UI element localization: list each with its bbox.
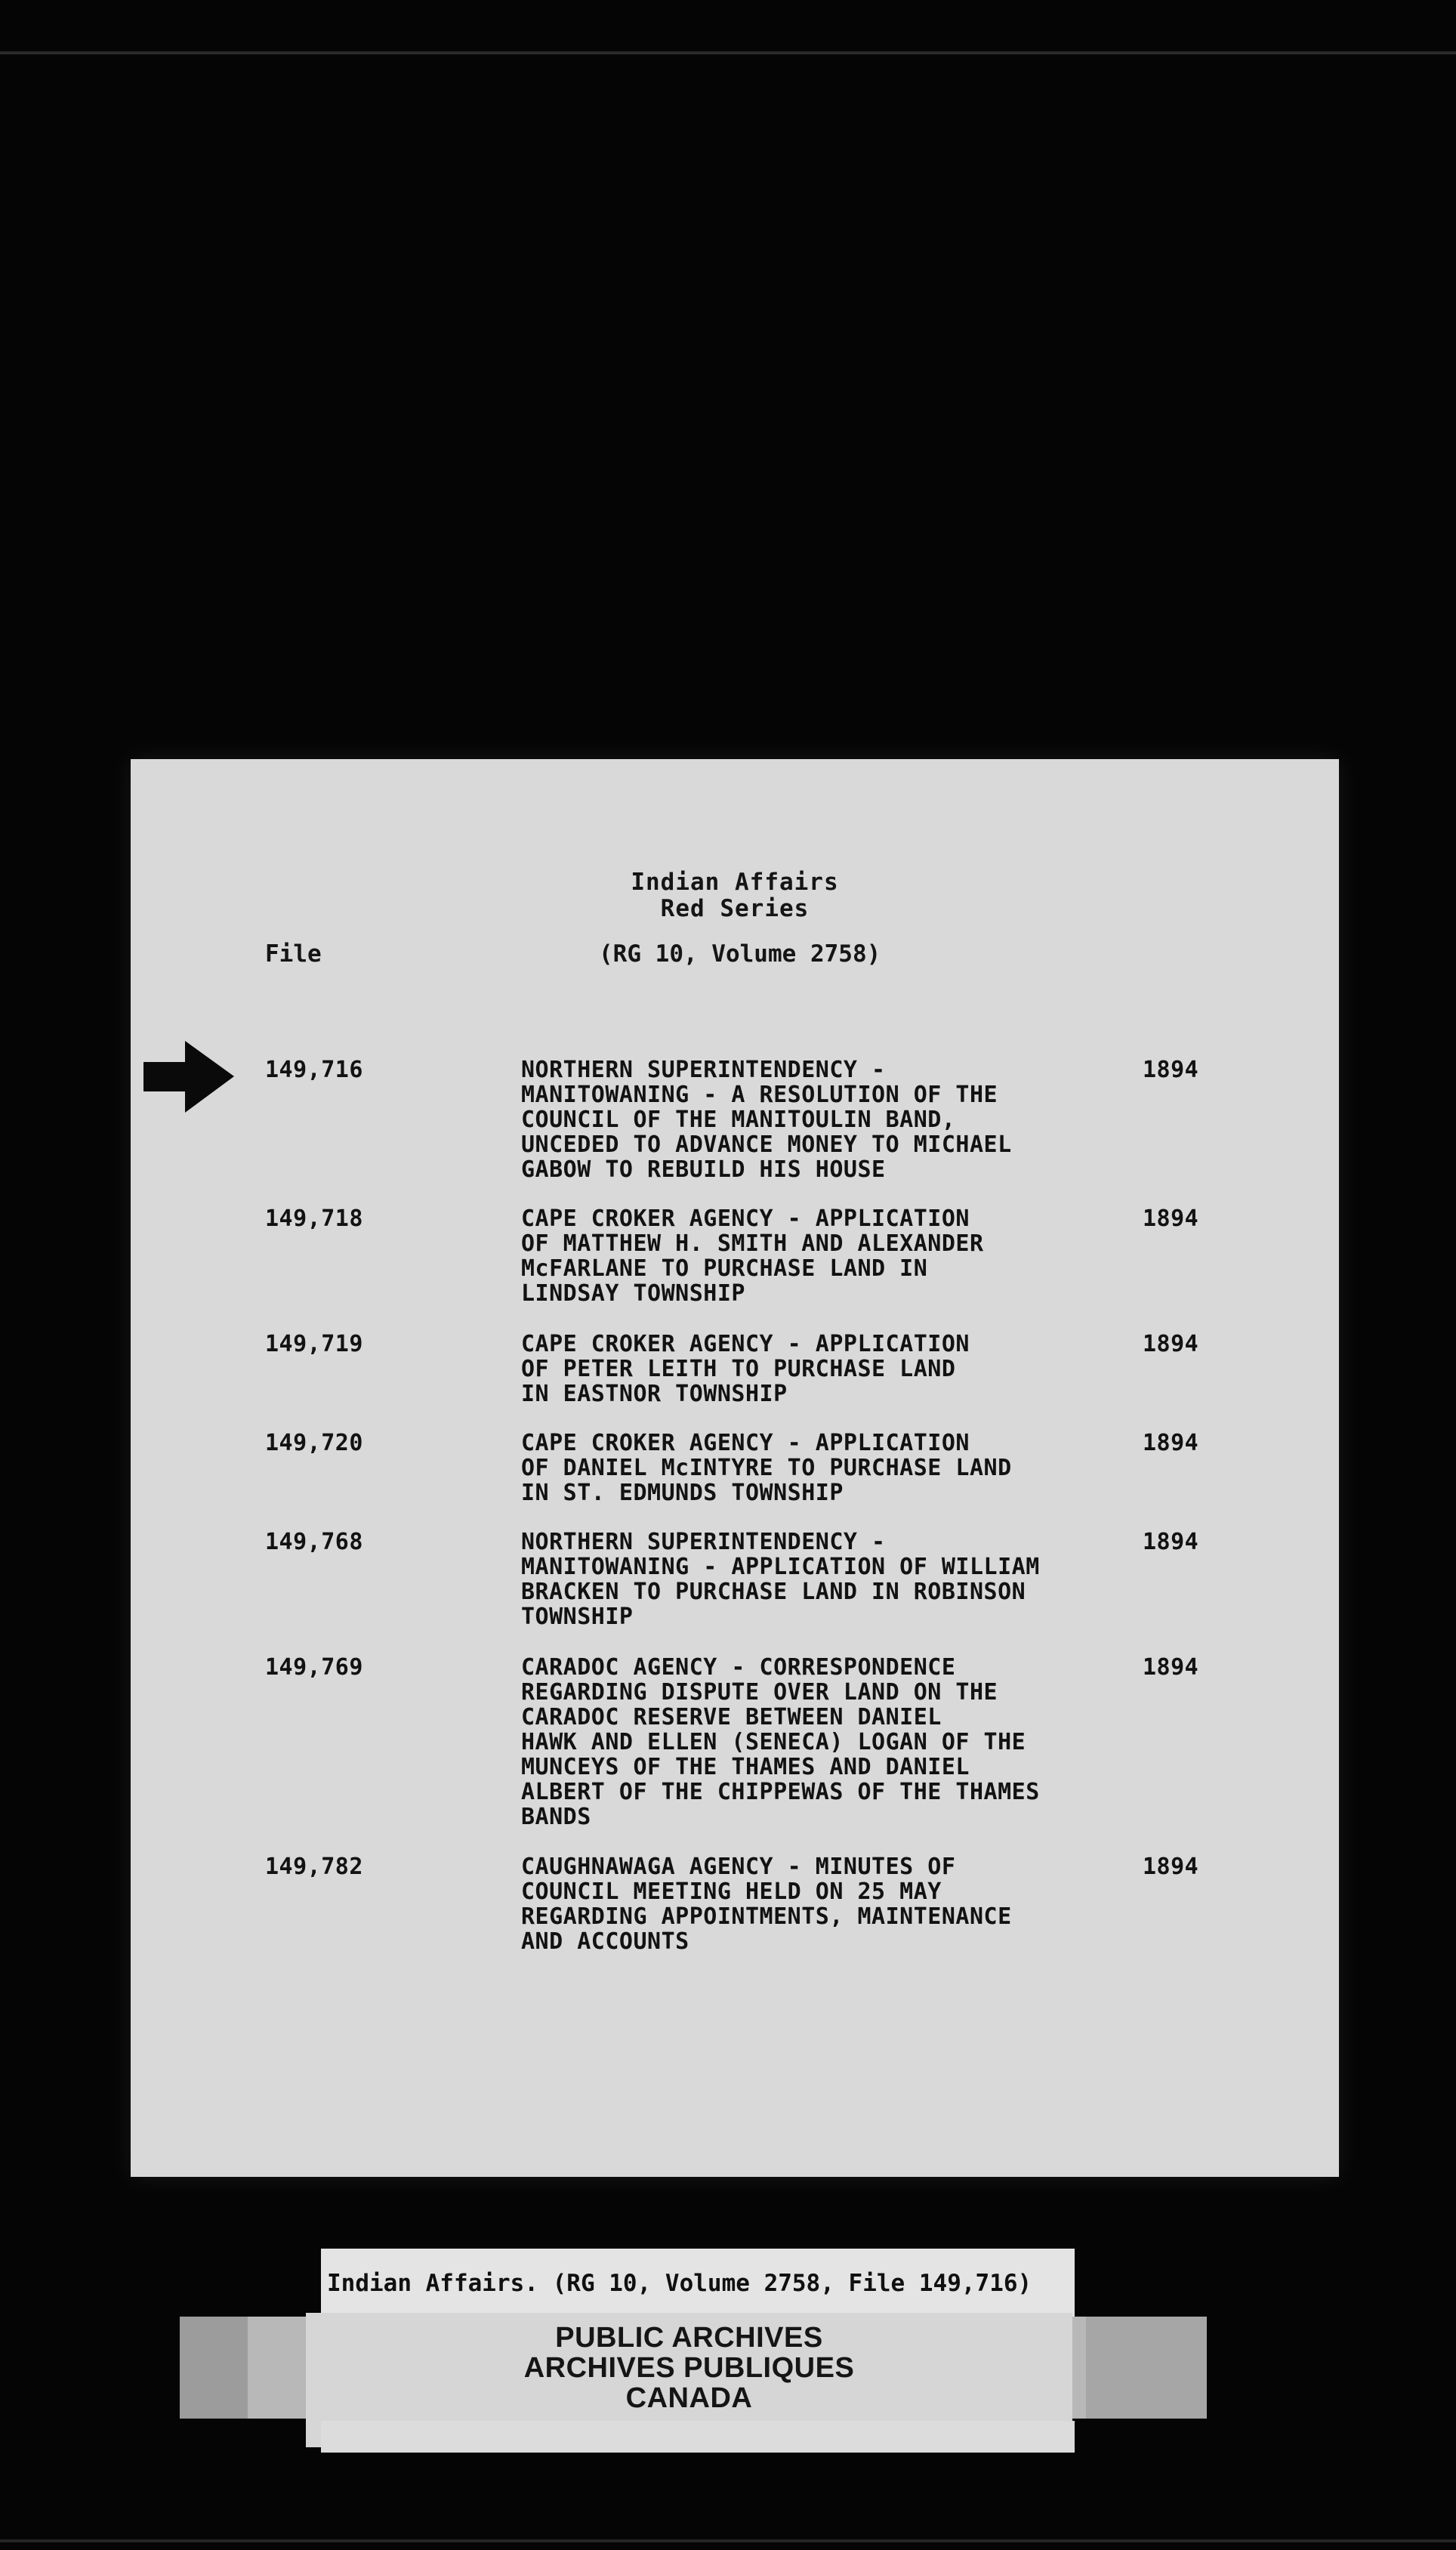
file-number: 149,719: [265, 1331, 363, 1357]
file-year: 1894: [1143, 1529, 1199, 1555]
document-subtitle: Red Series: [660, 895, 810, 922]
pointer-arrow-icon: [143, 1041, 234, 1113]
film-edge-top: [0, 51, 1456, 54]
file-description: CAUGHNAWAGA AGENCY - MINUTES OF COUNCIL MEETING HELD ON 25 MAY REGARDING APPOINTMENTS, MAINTENANCE AND ACCOUNTS: [521, 1854, 1012, 1955]
file-number: 149,768: [265, 1529, 363, 1555]
file-column-label: File: [265, 940, 322, 968]
document-sheet: [131, 759, 1339, 2177]
file-description: CAPE CROKER AGENCY - APPLICATION OF PETER LEITH TO PURCHASE LAND IN EASTNOR TOWNSHIP: [521, 1331, 970, 1407]
caption-text: Indian Affairs. (RG 10, Volume 2758, File 149,716): [327, 2270, 1032, 2297]
file-description: NORTHERN SUPERINTENDENCY - MANITOWANING - APPLICATION OF WILLIAM BRACKEN TO PURCHASE LAND IN ROBINSON TOWNSHIP: [521, 1529, 1040, 1630]
band-left-block: [180, 2317, 248, 2419]
document-title: Indian Affairs: [631, 869, 839, 896]
file-number: 149,720: [265, 1430, 363, 1456]
stamp-line-3: CANADA: [625, 2382, 753, 2414]
file-number: 149,782: [265, 1854, 363, 1880]
file-year: 1894: [1143, 1206, 1199, 1232]
caption-strip-bottom: [321, 2421, 1075, 2453]
stamp-line-1: PUBLIC ARCHIVES: [555, 2322, 823, 2354]
volume-reference: (RG 10, Volume 2758): [599, 940, 881, 968]
file-year: 1894: [1143, 1057, 1199, 1083]
file-description: CARADOC AGENCY - CORRESPONDENCE REGARDING DISPUTE OVER LAND ON THE CARADOC RESERVE BETWEEN DANIEL HAWK AND ELLEN (SENECA) LOGAN OF THE MUNCEYS OF THE THAMES AND DANIEL ALBERT OF THE CHIPPEWAS OF THE THAMES BANDS: [521, 1654, 1040, 1830]
band-right-block: [1086, 2317, 1207, 2419]
frame-caption: [321, 2249, 1075, 2320]
file-year: 1894: [1143, 1654, 1199, 1681]
file-year: 1894: [1143, 1430, 1199, 1456]
film-edge-bottom: [0, 2539, 1456, 2542]
file-description: CAPE CROKER AGENCY - APPLICATION OF DANIEL McINTYRE TO PURCHASE LAND IN ST. EDMUNDS TOWNSHIP: [521, 1430, 1012, 1506]
file-year: 1894: [1143, 1331, 1199, 1357]
file-year: 1894: [1143, 1854, 1199, 1880]
file-description: CAPE CROKER AGENCY - APPLICATION OF MATTHEW H. SMITH AND ALEXANDER McFARLANE TO PURCHASE LAND IN LINDSAY TOWNSHIP: [521, 1206, 984, 1307]
stamp-line-2: ARCHIVES PUBLIQUES: [523, 2352, 855, 2384]
file-number: 149,718: [265, 1206, 363, 1232]
file-number: 149,769: [265, 1654, 363, 1681]
file-number: 149,716: [265, 1057, 363, 1083]
file-description: NORTHERN SUPERINTENDENCY - MANITOWANING - A RESOLUTION OF THE COUNCIL OF THE MANITOULIN BAND, UNCEDED TO ADVANCE MONEY TO MICHAEL GABOW TO REBUILD HIS HOUSE: [521, 1057, 1012, 1183]
